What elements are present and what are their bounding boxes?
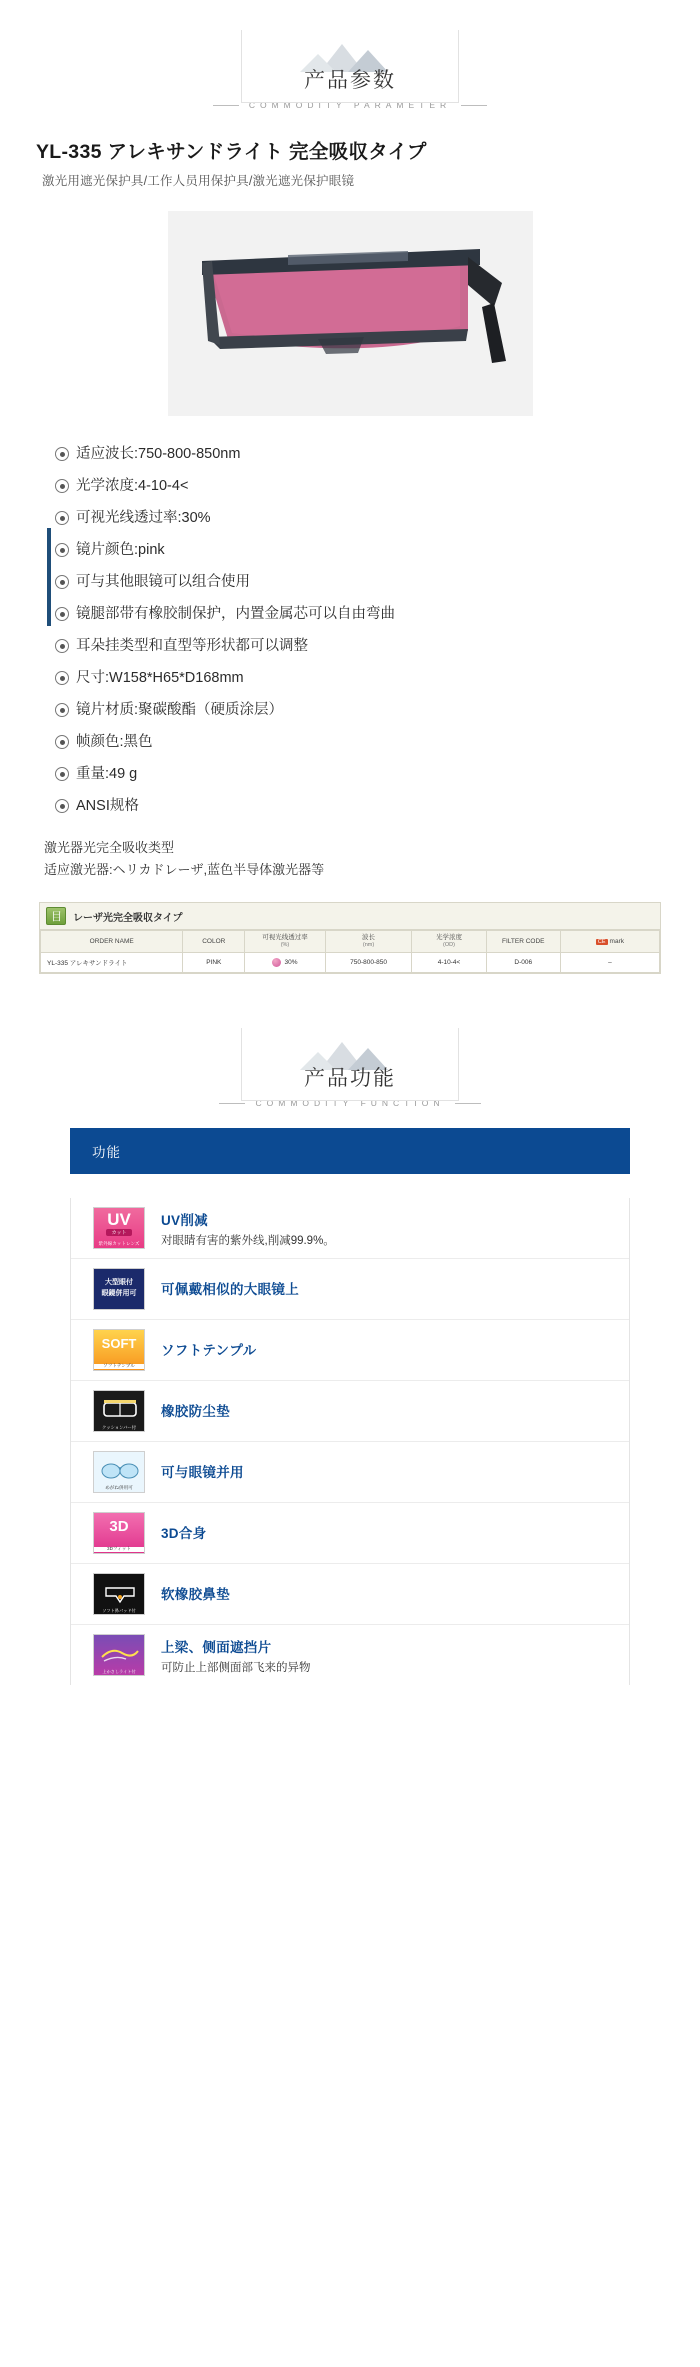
bullet-icon: [55, 511, 69, 525]
spec-item: [55, 796, 700, 817]
spec-item: [55, 572, 700, 593]
spec-text: 镜腿部带有橡胶制保护，内置金属芯可以自由弯曲: [76, 606, 395, 623]
spec-text: 镜片材质:聚碳酸酯（硬质涂层）: [76, 702, 284, 719]
spec-table-block: [39, 902, 661, 974]
function-title: 可佩戴相似的大眼镜上: [161, 1281, 299, 1297]
cell-od: 4-10-4<: [412, 953, 486, 973]
cushion-bar-icon: クッションバー付: [93, 1390, 145, 1432]
function-title: 上梁、侧面遮挡片: [161, 1639, 272, 1655]
spec-text: 可视光线透过率:30%: [76, 510, 211, 527]
product-photo: [168, 211, 533, 416]
spec-table-caption-bar: [40, 903, 660, 930]
function-title: ソフトテンプル: [161, 1342, 257, 1358]
th-transmittance: 可视光线透过率 (%): [245, 931, 325, 953]
function-title: 橡胶防尘垫: [161, 1403, 230, 1419]
bullet-icon: [55, 479, 69, 493]
list-icon: [46, 907, 66, 925]
rule-left: [213, 105, 239, 106]
bullet-icon: [55, 735, 69, 749]
uv-cut-icon: UV カット 紫外線カットレンズ: [93, 1207, 145, 1249]
three-d-fit-icon: 3D 3Dフィット: [93, 1512, 145, 1554]
cell-mark: –: [560, 953, 659, 973]
th-wavelength: 波长 (nm): [325, 931, 412, 953]
spec-table: [40, 930, 660, 973]
list-item: [71, 1198, 629, 1259]
spec-text: 光学浓度:4-10-4<: [76, 478, 189, 495]
list-item: [71, 1503, 629, 1564]
cell-color: PINK: [183, 953, 245, 973]
spec-item: [55, 540, 700, 561]
th-color: COLOR: [183, 931, 245, 953]
glasses-compatible-icon: めがね併用可: [93, 1451, 145, 1493]
spec-text: 重量:49 g: [76, 766, 138, 783]
rule-right: [461, 105, 487, 106]
section-header-function: [0, 974, 700, 1108]
note-line: 激光器光完全吸收类型: [44, 840, 175, 856]
section-title: 产品功能: [304, 1067, 396, 1091]
spec-item: [55, 732, 700, 753]
spec-text: 可与其他眼镜可以组合使用: [76, 574, 250, 591]
cell-filter-code: D-006: [486, 953, 560, 973]
section-title: 产品参数: [304, 69, 396, 92]
th-od: 光学浓度 (OD): [412, 931, 486, 953]
spec-text: 镜片颜色:pink: [76, 542, 165, 559]
section-subtitle: COMMODITY PARAMETER: [248, 100, 452, 110]
bullet-icon: [55, 447, 69, 461]
list-item: [71, 1259, 629, 1320]
th-order-name: ORDER NAME: [41, 931, 183, 953]
spec-item: [55, 444, 700, 465]
function-title: 可与眼镜并用: [161, 1464, 244, 1480]
list-item: [71, 1381, 629, 1442]
list-item: [71, 1625, 629, 1685]
table-header-row: [41, 931, 660, 953]
spec-item: [55, 700, 700, 721]
soft-nose-pad-icon: ソフト鼻パッド付: [93, 1573, 145, 1615]
notes-block: [44, 837, 700, 880]
spec-text: 尺寸:W158*H65*D168mm: [76, 670, 244, 687]
function-desc: 对眼睛有害的紫外线,削减99.9%。: [161, 1234, 335, 1247]
function-title: 3D合身: [161, 1525, 207, 1541]
bullet-icon: [55, 639, 69, 653]
spec-item: [55, 764, 700, 785]
rule-right: [455, 1103, 481, 1104]
list-item: [71, 1320, 629, 1381]
spec-text: 适应波长:750-800-850nm: [76, 446, 241, 462]
bullet-icon: [55, 671, 69, 685]
function-bar-label: 功能: [92, 1145, 121, 1161]
spec-item: [55, 476, 700, 497]
section-header-parameters: [0, 0, 700, 110]
spec-table-caption: レーザ光完全吸収タイプ: [73, 912, 183, 924]
bullet-icon: [55, 543, 69, 557]
spec-accent-bar: [47, 528, 51, 626]
spec-list: [0, 444, 700, 817]
mark-badge-icon: CE: [597, 938, 606, 945]
spec-item: [55, 636, 700, 657]
function-desc: 可防止上部侧面部飞来的异物: [161, 1661, 311, 1674]
bullet-icon: [55, 767, 69, 781]
cell-order-name: YL-335 アレキサンドライト: [41, 953, 183, 973]
cell-wavelength: 750-800-850: [325, 953, 412, 973]
bullet-icon: [55, 575, 69, 589]
list-item: [71, 1564, 629, 1625]
table-row: [41, 953, 660, 973]
bullet-icon: [55, 607, 69, 621]
product-subtitle: 激光用遮光保护具/工作人员用保护具/激光遮光保护眼镜: [42, 174, 355, 188]
product-title: YL-335 アレキサンドライト 完全吸収タイプ: [36, 141, 427, 163]
bullet-icon: [55, 799, 69, 813]
function-section-bar: [70, 1128, 630, 1174]
section-subtitle: COMMODITY FUNCTION: [255, 1098, 445, 1109]
spec-text: 帧颜色:黑色: [76, 734, 153, 751]
function-list: [70, 1198, 630, 1685]
soft-temple-icon: SOFT ソフトテンプル: [93, 1329, 145, 1371]
lens-color-dot-icon: [272, 958, 281, 967]
over-glasses-icon: 大型眼付 眼鏡併用可: [93, 1268, 145, 1310]
spec-item: [55, 668, 700, 689]
rule-left: [219, 1103, 245, 1104]
function-title: 软橡胶鼻垫: [161, 1586, 230, 1602]
note-line: 适应激光器:ヘリカドレーザ,蓝色半导体激光器等: [44, 861, 325, 877]
spec-item: [55, 508, 700, 529]
spec-item: [55, 604, 700, 625]
bullet-icon: [55, 703, 69, 717]
spec-text: 耳朵挂类型和直型等形状都可以调整: [76, 638, 308, 655]
top-side-shield-icon: 上かさしライト付: [93, 1634, 145, 1676]
list-item: [71, 1442, 629, 1503]
spec-text: ANSI规格: [76, 798, 139, 815]
cell-transmittance: 30%: [245, 953, 325, 973]
th-filter-code: FILTER CODE: [486, 931, 560, 953]
function-title: UV削减: [161, 1212, 208, 1228]
th-mark: CE mark: [560, 931, 659, 953]
